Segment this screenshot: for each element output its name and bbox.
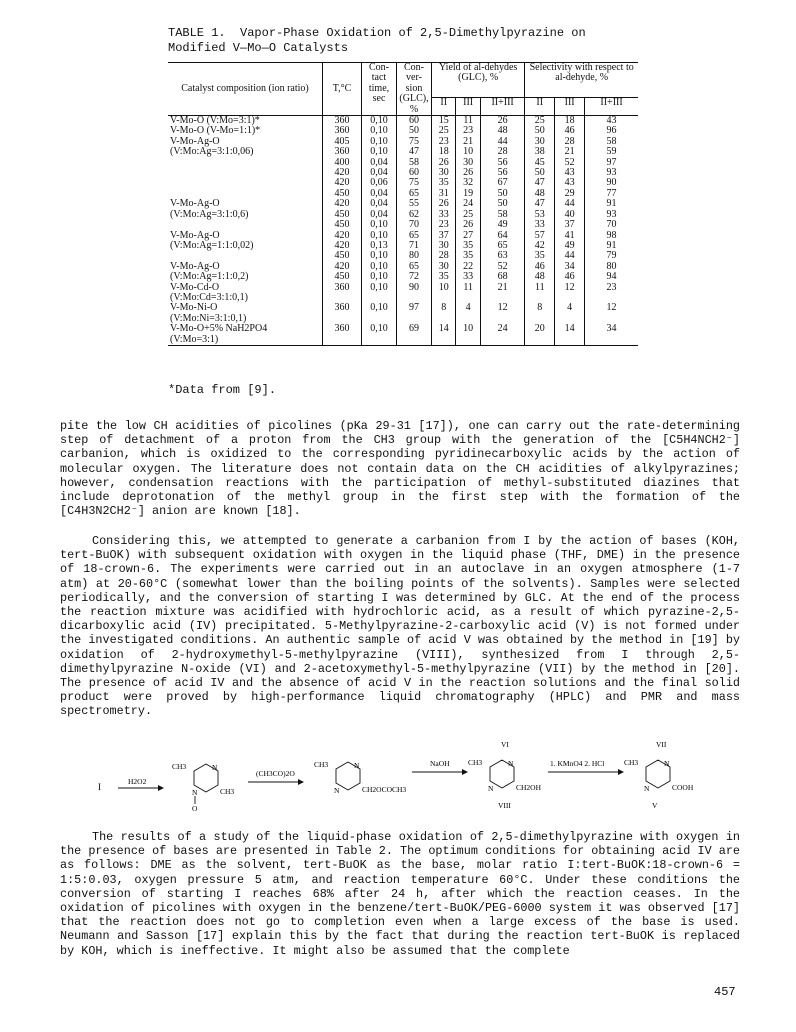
cell-sel-ii: 42 [525,241,555,251]
cell-sel-ii: 20 [525,324,555,345]
cell-sel-ii: 46 [525,262,555,272]
cell-yield-sum: 49 [480,220,524,230]
cell-conversion: 50 [397,126,432,136]
cell-sel-sum: 93 [585,210,638,220]
reagent-4: 1. KMnO4 2. HCl [550,759,605,768]
cell-yield-ii: 18 [432,147,456,157]
cell-sel-sum: 90 [585,178,638,188]
cell-contact-time: 0,04 [362,189,397,199]
reaction-scheme [88,742,708,824]
vii-n1: N [354,761,360,770]
catalyst-composition [168,137,323,199]
cell-temp: 450 [323,210,362,220]
catalyst-composition-line: (V:Mo:Ag=1:1:0,02) [170,239,254,251]
cell-conversion: 65 [397,231,432,241]
cell-sel-ii: 33 [525,220,555,230]
cell-yield-sum: 67 [480,178,524,188]
cell-sel-sum: 97 [585,158,638,168]
vii-ch3: CH3 [314,760,329,769]
catalyst-composition-line: V-Mo-Ag-O [170,229,220,241]
cell-yield-sum: 12 [480,303,524,324]
cell-sel-sum: 59 [585,147,638,157]
cell-conversion: 65 [397,189,432,199]
caption-line-2: Modified V—Mo—O Catalysts [168,41,349,55]
cell-conversion: 60 [397,116,432,127]
cell-yield-ii: 31 [432,189,456,199]
cell-sel-sum: 43 [585,116,638,127]
cell-yield-iii: 19 [456,189,480,199]
cell-yield-iii: 32 [456,178,480,188]
catalyst-composition-line: (V:Mo:Ag=3:1:0,6) [170,208,249,220]
cell-yield-iii: 10 [456,324,480,345]
cell-sel-iii: 12 [555,283,585,304]
cell-contact-time: 0,10 [362,251,397,261]
catalyst-composition-line: (V:Mo:Ag=3:1:0,06) [170,146,254,158]
cell-yield-iii: 11 [456,116,480,127]
cell-conversion: 70 [397,220,432,230]
vi-n1: N [212,763,218,772]
cell-sel-ii: 50 [525,126,555,136]
cell-yield-iii: 11 [456,283,480,304]
cell-temp: 420 [323,199,362,209]
cell-yield-iii: 27 [456,231,480,241]
cell-sel-iii: 49 [555,241,585,251]
cell-yield-iii: 23 [456,126,480,136]
subheader-sel-ii: II [525,97,555,115]
molecule-vii [314,760,406,795]
cell-yield-ii: 28 [432,251,456,261]
catalyst-composition-line: (V:Mo=3:1) [170,333,219,345]
cell-temp: 360 [323,303,362,324]
catalyst-composition-line: (V:Mo:Ni=3:1:0,1) [170,312,247,324]
scheme-start-label: I [98,782,101,792]
vi-n2: N [192,788,198,797]
subheader-yield-iii: III [456,97,480,115]
cell-temp: 450 [323,272,362,282]
cell-yield-iii: 25 [456,210,480,220]
table-1 [168,62,638,346]
cell-sel-ii: 25 [525,116,555,127]
catalyst-composition-line: V-Mo-Ag-O [170,135,220,147]
catalyst-composition [168,116,323,137]
cell-sel-iii: 37 [555,220,585,230]
cell-yield-ii: 23 [432,137,456,147]
catalyst-composition-line: V-Mo-Ag-O [170,260,220,272]
header-conversion: Con-ver-sion (GLC), % [397,63,432,116]
cell-yield-iii: 21 [456,137,480,147]
cell-temp: 450 [323,220,362,230]
cell-yield-iii: 30 [456,158,480,168]
paragraph-3: The results of a study of the liquid-phase oxidation of 2,5-dimethylpyrazine with oxygen in the presence of bases are presented in Table 2. The optimum conditions for obtaining acid IV are as follows: DME as the solvent, tert-BuOK as the base, molar ratio I:tert-BuOK:18-crown-6 = 1:5:0.03, oxygen pressure 5 atm, and reaction temperature 60°C. Under these conditions the conversion of starting I reaches 68% after 24 h, after which the reaction ceases. In the oxidation of picolines with oxygen in the benzene/tert-BuOK/PEG-6000 system it was observed [17] that the reaction does not go to completion even when a large excess of the base is used. Neumann and Sasson [17] explain this by the fact that during the reaction tert-BuOK is replaced by KOH, which is ineffective. It might also be assumed that the complete [60,830,740,958]
vi-ch3-a: CH3 [172,762,187,771]
cell-yield-ii: 14 [432,324,456,345]
molecule-v [624,758,694,793]
cell-contact-time: 0,06 [362,178,397,188]
cell-sel-ii: 38 [525,147,555,157]
cell-yield-iii: 26 [456,168,480,178]
cell-sel-ii: 57 [525,231,555,241]
cell-yield-ii: 35 [432,178,456,188]
catalyst-composition-line: (V:Mo:Ag=1:1:0,2) [170,271,249,283]
cell-contact-time: 0,10 [362,231,397,241]
cell-conversion: 47 [397,147,432,157]
cell-yield-ii: 35 [432,272,456,282]
cell-sel-iii: 43 [555,178,585,188]
cell-sel-sum: 91 [585,241,638,251]
v-n2: N [644,784,650,793]
cell-sel-iii: 21 [555,147,585,157]
cell-contact-time: 0,10 [362,116,397,127]
v-cooh: COOH [672,783,694,792]
reagent-2: (CH3CO)2O [256,769,295,778]
cell-sel-iii: 41 [555,231,585,241]
cell-yield-sum: 28 [480,147,524,157]
arrow-1-head [158,785,164,791]
cell-yield-ii: 26 [432,158,456,168]
cell-sel-sum: 98 [585,231,638,241]
cell-yield-sum: 63 [480,251,524,261]
cell-sel-ii: 47 [525,199,555,209]
cell-sel-iii: 29 [555,189,585,199]
subheader-sel-sum: II+III [585,97,638,115]
cell-sel-ii: 48 [525,189,555,199]
cell-sel-ii: 45 [525,158,555,168]
cell-sel-sum: 12 [585,303,638,324]
viii-n1: N [508,759,514,768]
cell-sel-iii: 14 [555,324,585,345]
catalyst-composition-line: V-Mo-O+5% NaH2PO4 [170,323,268,335]
cell-contact-time: 0,04 [362,199,397,209]
table-row [168,283,638,304]
subheader-yield-ii: II [432,97,456,115]
table-body [168,116,638,346]
cell-conversion: 72 [397,272,432,282]
cell-sel-iii: 44 [555,251,585,261]
cell-yield-sum: 58 [480,210,524,220]
cell-sel-iii: 40 [555,210,585,220]
paragraph-1: pite the low CH acidities of picolines (pKa 29-31 [17]), one can carry out the rate-determining step of detachment of a proton from the CH3 group with the generation of the [C5H4NCH2⁻] carbanion, which is oxidized to the corresponding pyridinecarboxylic acids by the action of molecular oxygen. The literature does not contain data on the CH acidities of alkylpyrazines; however, condensation reactions with the participation of methyl-substituted diazines that include deprotonation of the methyl group in the first step with the formation of the [C4H3N2CH2⁻] anion are known [18]. [60,419,740,519]
cell-conversion: 69 [397,324,432,345]
catalyst-composition [168,303,323,324]
catalyst-composition [168,262,323,283]
cell-conversion: 80 [397,251,432,261]
cell-yield-iii: 33 [456,272,480,282]
cell-sel-iii: 52 [555,158,585,168]
cell-temp: 420 [323,241,362,251]
cell-yield-sum: 68 [480,272,524,282]
cell-sel-iii: 28 [555,137,585,147]
molecule-vi [172,762,234,813]
cell-conversion: 71 [397,241,432,251]
header-composition: Catalyst composition (ion ratio) [168,63,323,116]
cell-temp: 450 [323,189,362,199]
cell-yield-sum: 50 [480,189,524,199]
v-ch3: CH3 [624,758,639,767]
cell-yield-iii: 26 [456,220,480,230]
cell-temp: 405 [323,137,362,147]
cell-contact-time: 0,10 [362,324,397,345]
cell-yield-sum: 48 [480,126,524,136]
cell-temp: 360 [323,283,362,304]
cell-sel-sum: 23 [585,283,638,304]
table-row [168,324,638,345]
cell-sel-iii: 46 [555,272,585,282]
catalyst-composition-line: (V:Mo:Cd=3:1:0,1) [170,291,248,303]
cell-sel-ii: 8 [525,303,555,324]
caption-line-1: TABLE 1. Vapor-Phase Oxidation of 2,5-Dimethylpyrazine on [168,26,586,40]
label-v: V [652,801,658,810]
cell-yield-ii: 30 [432,262,456,272]
label-viii: VIII [498,801,511,810]
cell-temp: 420 [323,262,362,272]
vi-oxygen: O [192,804,198,813]
cell-yield-sum: 50 [480,199,524,209]
cell-sel-ii: 30 [525,137,555,147]
cell-contact-time: 0,10 [362,147,397,157]
cell-yield-ii: 25 [432,126,456,136]
cell-yield-iii: 35 [456,241,480,251]
cell-yield-ii: 30 [432,168,456,178]
cell-sel-iii: 34 [555,262,585,272]
cell-sel-sum: 34 [585,324,638,345]
cell-conversion: 75 [397,137,432,147]
cell-sel-iii: 18 [555,116,585,127]
viii-ch2oh: CH2OH [516,783,542,792]
cell-yield-iii: 10 [456,147,480,157]
cell-yield-sum: 26 [480,116,524,127]
subheader-yield-sum: II+III [480,97,524,115]
cell-yield-iii: 24 [456,199,480,209]
cell-sel-sum: 96 [585,126,638,136]
cell-conversion: 58 [397,158,432,168]
header-temp: T,°C [323,63,362,116]
cell-sel-ii: 53 [525,210,555,220]
cell-sel-sum: 70 [585,220,638,230]
cell-sel-sum: 93 [585,168,638,178]
cell-yield-ii: 26 [432,199,456,209]
cell-sel-iii: 4 [555,303,585,324]
cell-sel-ii: 50 [525,168,555,178]
cell-sel-iii: 46 [555,126,585,136]
cell-contact-time: 0,04 [362,168,397,178]
cell-yield-iii: 35 [456,251,480,261]
cell-yield-ii: 37 [432,231,456,241]
cell-yield-iii: 22 [456,262,480,272]
cell-sel-iii: 44 [555,199,585,209]
header-contact: Con-tact time, sec [362,63,397,116]
catalyst-composition [168,231,323,262]
cell-yield-sum: 56 [480,158,524,168]
table-footnote: *Data from [9]. [168,383,277,397]
vi-ch3-b: CH3 [220,787,235,796]
page-number: 457 [714,985,736,999]
cell-contact-time: 0,10 [362,283,397,304]
viii-n2: N [488,784,494,793]
cell-conversion: 97 [397,303,432,324]
cell-sel-ii: 47 [525,178,555,188]
label-vii-top: VII [656,742,667,749]
cell-temp: 360 [323,116,362,127]
data-table [168,62,638,346]
cell-conversion: 65 [397,262,432,272]
subheader-sel-iii: III [555,97,585,115]
paragraph-2: Considering this, we attempted to generate a carbanion from I by the action of bases (KOH, tert-BuOK) with subsequent oxidation with oxygen in the liquid phase (THF, DME) in the presence of 18-crown-6. The experiments were carried out in an autoclave in an oxygen atmosphere (1-7 atm) at 20-60°C (somewhat lower than the boiling points of the solvents). Samples were selected periodically, and the conversion of starting I was determined by GLC. At the end of the process the reaction mixture was acidified with hydrochloric acid, as a result of which pyrazine-2,5-dicarboxylic acid (IV) precipitated. 5-Methylpyrazine-2-carboxylic acid (V) is not formed under the investigated conditions. An authentic sample of acid V was obtained by the method in [19] by oxidation of 2-hydroxymethyl-5-methylpyrazine (VIII), synthesized from I through 2,5-dimethylpyrazine N-oxide (VI) and 2-acetoxymethyl-5-methylpyrazine (VII) by the method in [20]. The presence of acid IV and the absence of acid V in the reaction solutions and the final solid product were proved by high-performance liquid chromatography (HPLC) and PMR and mass spectrometry. [60,534,740,719]
cell-contact-time: 0,10 [362,126,397,136]
cell-yield-ii: 23 [432,220,456,230]
viii-ch3: CH3 [468,758,483,767]
cell-yield-iii: 4 [456,303,480,324]
catalyst-composition [168,324,323,345]
cell-temp: 420 [323,168,362,178]
reagent-1: H2O2 [128,777,147,786]
cell-temp: 450 [323,251,362,261]
cell-temp: 420 [323,231,362,241]
catalyst-composition-line: V-Mo-O (V:Mo=3:1)* [170,115,260,127]
cell-sel-ii: 11 [525,283,555,304]
vii-ch2ococh3: CH2OCOCH3 [362,785,407,794]
cell-yield-sum: 21 [480,283,524,304]
catalyst-composition [168,283,323,304]
cell-contact-time: 0,10 [362,272,397,282]
catalyst-composition [168,199,323,230]
cell-sel-ii: 35 [525,251,555,261]
cell-yield-sum: 64 [480,231,524,241]
cell-contact-time: 0,10 [362,262,397,272]
reagent-3: NaOH [430,759,450,768]
cell-sel-sum: 80 [585,262,638,272]
cell-yield-ii: 30 [432,241,456,251]
cell-sel-sum: 79 [585,251,638,261]
cell-conversion: 62 [397,210,432,220]
cell-conversion: 75 [397,178,432,188]
cell-sel-ii: 48 [525,272,555,282]
cell-conversion: 90 [397,283,432,304]
cell-sel-sum: 94 [585,272,638,282]
cell-temp: 420 [323,178,362,188]
cell-sel-sum: 91 [585,199,638,209]
vii-n2: N [334,786,340,795]
cell-contact-time: 0,10 [362,137,397,147]
cell-sel-sum: 77 [585,189,638,199]
cell-yield-ii: 10 [432,283,456,304]
cell-yield-sum: 65 [480,241,524,251]
cell-contact-time: 0,10 [362,220,397,230]
catalyst-composition-line: V-Mo-Ag-O [170,198,220,210]
cell-contact-time: 0,04 [362,210,397,220]
header-selectivity: Selectivity with respect to al-dehyde, % [525,63,638,98]
label-vi-top: VI [501,742,509,749]
cell-sel-sum: 58 [585,137,638,147]
catalyst-composition-line: V-Mo-Cd-O [170,281,220,293]
catalyst-composition-line: V-Mo-Ni-O [170,302,218,314]
cell-yield-ii: 33 [432,210,456,220]
cell-yield-sum: 44 [480,137,524,147]
table-row [168,303,638,324]
cell-temp: 360 [323,147,362,157]
cell-yield-ii: 8 [432,303,456,324]
cell-yield-sum: 52 [480,262,524,272]
cell-contact-time: 0,10 [362,303,397,324]
table-caption [168,26,586,56]
cell-temp: 400 [323,158,362,168]
cell-conversion: 60 [397,168,432,178]
cell-sel-iii: 43 [555,168,585,178]
cell-contact-time: 0,13 [362,241,397,251]
catalyst-composition-line: V-Mo-O (V-Mo=1:1)* [170,125,261,137]
header-yield: Yield of al-dehydes (GLC), % [432,63,525,98]
molecule-viii [468,758,542,793]
cell-temp: 360 [323,126,362,136]
cell-yield-sum: 24 [480,324,524,345]
cell-contact-time: 0,04 [362,158,397,168]
cell-yield-sum: 56 [480,168,524,178]
cell-conversion: 55 [397,199,432,209]
v-n1: N [664,759,670,768]
cell-temp: 360 [323,324,362,345]
cell-yield-ii: 15 [432,116,456,127]
